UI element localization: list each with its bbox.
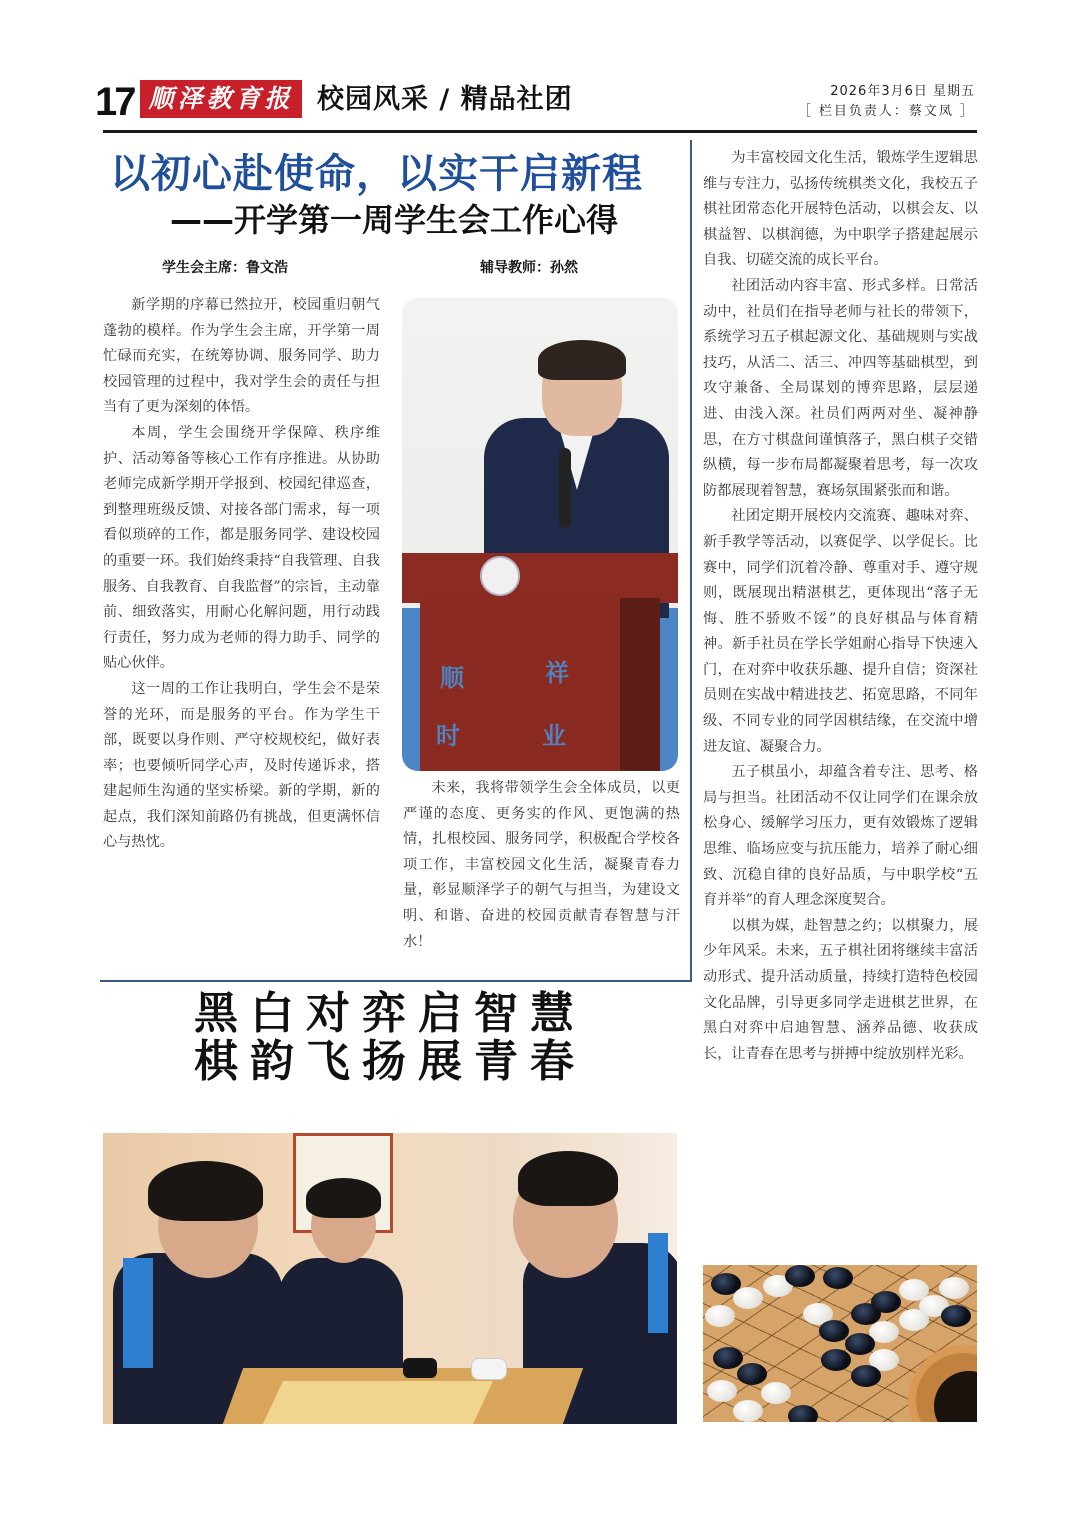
masthead-divider bbox=[103, 130, 977, 133]
title-line-2: 棋韵飞扬展青春 bbox=[194, 1036, 586, 1087]
byline-author: 学生会主席：鲁文浩 bbox=[162, 260, 288, 276]
gomoku-article-title bbox=[150, 990, 630, 1086]
school-emblem-icon bbox=[480, 556, 520, 596]
article-subheadline: ——开学第一周学生会工作心得 bbox=[170, 201, 619, 239]
article-paragraph: 这一周的工作让我明白，学生会不是荣誉的光环，而是服务的平台。作为学生干部，既要以身作则、严守校规校纪，做好表率；也要倾听同学心声，及时传递诉求，搭建起师生沟通的坚实桥梁。新的学期，新的起点，我们深知前路仍有挑战，但更满怀信心与热忱。 bbox=[103, 680, 380, 851]
article-paragraph: 未来，我将带领学生会全体成员，以更严谨的态度、更务实的作风、更饱满的热情，扎根校园、服务同学，积极配合学校各项工作，丰富校园文化生活，凝聚青春力量，彰显顺泽学子的朝气与担当，为建设文明、和谐、奋进的校园贡献青春智慧与汗水！ bbox=[403, 780, 680, 950]
article-paragraph: 以棋为媒，赴智慧之约；以棋聚力，展少年风采。未来，五子棋社团将继续丰富活动形式、提升活动质量，持续打造特色校园文化品牌，引导更多同学走进棋艺世界，在黑白对弈中启迪智慧、涵养品德、收获成长，让青春在思考与拼搏中绽放别样光彩。 bbox=[703, 917, 978, 1062]
title-line-1: 黑白对弈启智慧 bbox=[194, 988, 586, 1039]
newspaper-logo: 顺泽教育报 bbox=[140, 80, 302, 118]
podium bbox=[402, 553, 678, 603]
byline-advisor: 辅导教师：孙然 bbox=[480, 260, 578, 276]
student-union-article bbox=[100, 140, 692, 982]
white-stone-bowl bbox=[471, 1358, 507, 1380]
podium-character: 业 bbox=[542, 721, 566, 750]
article-headline: 以初心赴使命，以实干启新程 bbox=[110, 151, 643, 197]
section-title: 校园风采 / 精品社团 bbox=[317, 84, 573, 115]
microphone-icon bbox=[559, 448, 571, 528]
podium-character: 顺 bbox=[440, 663, 464, 692]
article-paragraph: 社团活动内容丰富、形式多样。日常活动中，社员们在指导老师与社长的带领下，系统学习五子棋起源文化、基础规则与实战技巧，从活二、活三、冲四等基础棋型，到攻守兼备、全局谋划的博弈思路，层层递进、由浅入深。社员们两两对坐、凝神静思，在方寸棋盘间谨慎落子，黑白棋子交错纵横，每一步布局都凝聚着思考，每一次攻防都展现着智慧，赛场氛围紧张而和谐。 bbox=[703, 277, 978, 499]
black-stone-bowl bbox=[403, 1358, 437, 1378]
students-playing-photo bbox=[103, 1133, 677, 1424]
podium-character: 祥 bbox=[545, 658, 569, 687]
go-stones-photo bbox=[703, 1265, 977, 1422]
page-number: 17 bbox=[95, 80, 134, 124]
article-paragraph: 本周，学生会围绕开学保障、秩序维护、活动筹备等核心工作有序推进。从协助老师完成新学期开学报到、校园纪律巡查，到整理班级反馈、对接各部门需求，每一项看似琐碎的工作，都是服务同学、建设校园的重要一环。我们始终秉持“自我管理、自我服务、自我教育、自我监督”的宗旨，主动靠前、细致落实，用耐心化解问题，用行动践行责任，努力成为老师的得力助手、同学的贴心伙伴。 bbox=[103, 424, 380, 672]
article-paragraph: 新学期的序幕已然拉开，校园重归朝气蓬勃的模样。作为学生会主席，开学第一周忙碌而充实，在统筹协调、服务同学、助力校园管理的过程中，我对学生会的责任与担当有了更为深刻的体悟。 bbox=[103, 297, 380, 416]
podium-character: 时 bbox=[436, 721, 460, 750]
article-paragraph: 为丰富校园文化生活，锻炼学生逻辑思维与专注力，弘扬传统棋类文化，我校五子棋社团常态化开展特色活动，以棋会友、以棋益智、以棋润德，为中职学子搭建起展示自我、切磋交流的成长平台。 bbox=[703, 150, 978, 269]
article-paragraph: 社团定期开展校内交流赛、趣味对弈、新手教学等活动，以赛促学、以学促长。比赛中，同学们沉着冷静、尊重对手、遵守规则，既展现出精湛棋艺，更体现出“落子无悔、胜不骄败不馁”的良好棋品与体育精神。新手社员在学长学姐耐心指导下快速入门，在对弈中收获乐趣、提升自信；资深社员则在实战中精进技艺、拓宽思路，不同年级、不同专业的同学因棋结缘，在交流中增进友谊、凝聚合力。 bbox=[703, 508, 978, 755]
issue-date: 2026年3月6日 星期五 bbox=[830, 84, 975, 99]
speaker-photo bbox=[402, 298, 678, 771]
masthead bbox=[95, 78, 980, 128]
article-paragraph: 五子棋虽小，却蕴含着专注、思考、格局与担当。社团活动不仅让同学们在课余放松身心、缓解学习压力，更有效锻炼了逻辑思维、临场应变与抗压能力，培养了耐心细致、沉稳自律的良好品质，与中职学校“五育并举”的育人理念深度契合。 bbox=[703, 764, 978, 909]
article-column-middle bbox=[403, 776, 680, 955]
article-column-left bbox=[103, 293, 380, 856]
column-editor: ［ 栏目负责人：蔡文凤 ］ bbox=[797, 104, 975, 119]
gomoku-article-body bbox=[703, 146, 978, 1067]
go-board bbox=[263, 1381, 493, 1424]
